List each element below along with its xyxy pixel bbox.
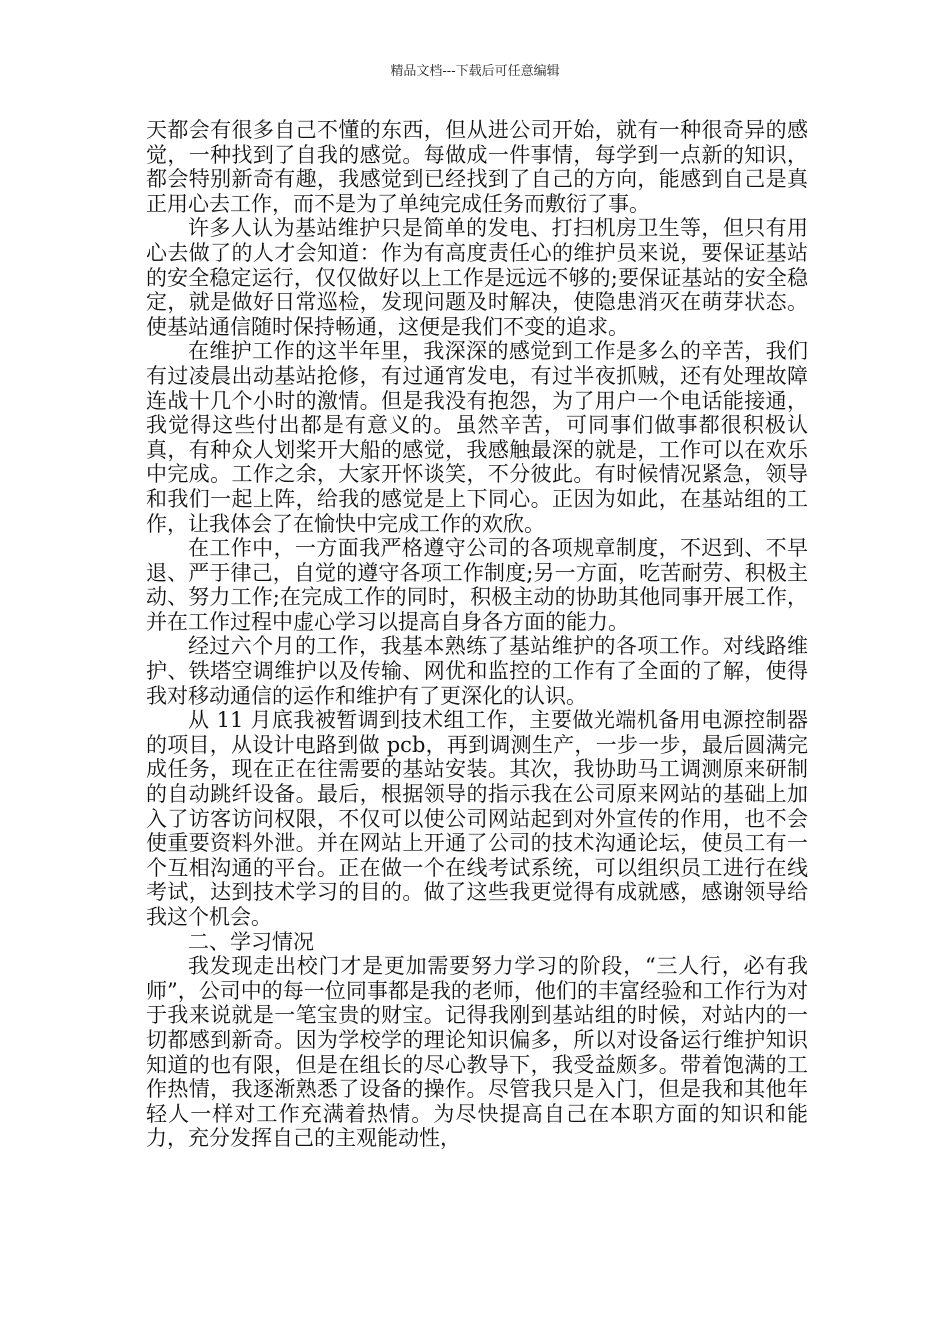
paragraph-1: 天都会有很多自己不懂的东西，但从进公司开始，就有一种很奇异的感觉，一种找到了自我的感觉。每做成一件事情，每学到一点新的知识，都会特别新奇有趣，我感觉到已经找到了自己的方向，能感到自己是真正用心去工作，而不是为了单纯完成任务而敷衍了事。 [146,118,808,216]
paragraph-3: 在维护工作的这半年里，我深深的感觉到工作是多么的辛苦，我们有过凌晨出动基站抢修，有过通宵发电，有过半夜抓贼，还有处理故障连战十几个小时的激情。但是我没有抱怨，为了用户一个电话能接通，我觉得这些付出都是有意义的。虽然辛苦，可同事们做事都很积极认真，有种众人划桨开大船的感觉，我感触最深的就是，工作可以在欢乐中完成。工作之余，大家开怀谈笑，不分彼此。有时候情况紧急，领导和我们一起上阵，给我的感觉是上下同心。正因为如此，在基站组的工作，让我体会了在愉快中完成工作的欢欣。 [146,339,808,536]
page-header [0,64,950,80]
paragraph-7: 我发现走出校门才是更加需要努力学习的阶段，“三人行，必有我师”，公司中的每一位同事都是我的老师，他们的丰富经验和工作行为对于我来说就是一笔宝贵的财宝。记得我刚到基站组的时候，对站内的一切都感到新奇。因为学校学的理论知识偏多，所以对设备运行维护知识知道的也有限，但是在组长的尽心教导下，我受益颇多。带着饱满的工作热情，我逐渐熟悉了设备的操作。尽管我只是入门，但是我和其他年轻人一样对工作充满着热情。为尽快提高自己在本职方面的知识和能力，充分发挥自己的主观能动性， [146,954,808,1151]
paragraph-2: 许多人认为基站维护只是简单的发电、打扫机房卫生等，但只有用心去做了的人才会知道：作为有高度责任心的维护员来说，要保证基站的安全稳定运行，仅仅做好以上工作是远远不够的;要保证基站的安全稳定，就是做好日常巡检，发现问题及时解决，使隐患消灭在萌芽状态。使基站通信随时保持畅通，这便是我们不变的追求。 [146,216,808,339]
section-heading-study: 二、学习情况 [188,929,314,954]
paragraph-4: 在工作中，一方面我严格遵守公司的各项规章制度，不迟到、不早退、严于律己，自觉的遵守各项工作制度;另一方面，吃苦耐劳、积极主动、努力工作;在完成工作的同时，积极主动的协助其他同事开展工作，并在工作过程中虚心学习以提高自身各方面的能力。 [146,536,808,634]
document-body [146,118,808,1151]
paragraph-5: 经过六个月的工作，我基本熟练了基站维护的各项工作。对线路维护、铁塔空调维护以及传输、网优和监控的工作有了全面的了解，使得我对移动通信的运作和维护有了更深化的认识。 [146,634,808,708]
paragraph-6: 从 11 月底我被暂调到技术组工作，主要做光端机备用电源控制器的项目，从设计电路到做 pcb，再到调测生产，一步一步，最后圆满完成任务，现在正在往需要的基站安装。其次，我协助马工调测原来研制的自动跳纤设备。最后，根据领导的指示我在公司原来网站的基础上加入了访客访问权限，不仅可以使公司网站起到对外宣传的作用，也不会使重要资料外泄。并在网站上开通了公司的技术沟通论坛，使员工有一个互相沟通的平台。正在做一个在线考试系统，可以组织员工进行在线考试，达到技术学习的目的。做了这些我更觉得有成就感，感谢领导给我这个机会。 [146,708,808,929]
header-text: 精品文档---下载后可任意编辑 [390,64,560,79]
